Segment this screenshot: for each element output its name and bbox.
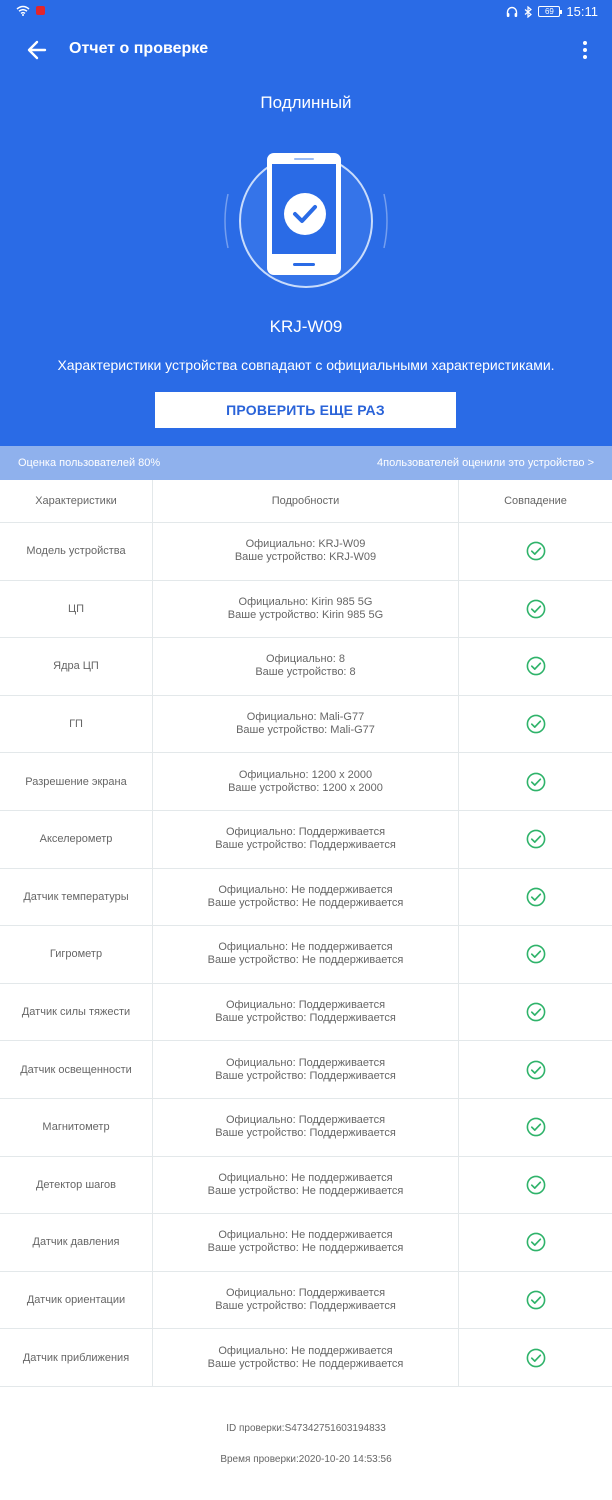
- official-value: Официально: Поддерживается: [225, 1287, 386, 1300]
- match-check-icon: [526, 1290, 546, 1310]
- hero-header: [0, 0, 612, 446]
- result-description: Характеристики устройства совпадают с официальными характеристиками.: [57, 357, 555, 373]
- status-bar: [0, 0, 612, 26]
- check-time: Время проверки:2020-10-20 14:53:56: [220, 1454, 392, 1465]
- match-cell: [459, 1157, 612, 1214]
- device-value: Ваше устройство: Поддерживается: [215, 1069, 396, 1082]
- verified-phone-icon: [222, 146, 390, 296]
- table-row: [0, 1099, 612, 1157]
- match-cell: [459, 1272, 612, 1329]
- authenticity-status: Подлинный: [260, 93, 352, 112]
- spec-name: Датчик силы тяжести: [0, 984, 153, 1041]
- device-value: Ваше устройство: 1200 x 2000: [228, 781, 383, 794]
- match-check-icon: [526, 1348, 546, 1368]
- match-check-icon: [526, 1175, 546, 1195]
- match-cell: [459, 1099, 612, 1156]
- official-value: Официально: 8: [266, 653, 345, 666]
- spec-details: [153, 1329, 459, 1386]
- column-header-spec: Характеристики: [0, 480, 153, 522]
- user-rating-bar: [0, 446, 612, 480]
- official-value: Официально: Не поддерживается: [218, 941, 393, 954]
- official-value: Официально: Поддерживается: [225, 1114, 386, 1127]
- match-check-icon: [526, 541, 546, 561]
- official-value: Официально: Не поддерживается: [218, 1344, 393, 1357]
- device-value: Ваше устройство: Поддерживается: [215, 839, 396, 852]
- table-header: [0, 480, 612, 523]
- official-value: Официально: 1200 x 2000: [238, 768, 373, 781]
- match-check-icon: [526, 599, 546, 619]
- table-row: [0, 984, 612, 1042]
- device-value: Ваше устройство: Не поддерживается: [207, 1242, 404, 1255]
- official-value: Официально: Не поддерживается: [218, 1229, 393, 1242]
- device-value: Ваше устройство: Не поддерживается: [207, 1357, 404, 1370]
- official-value: Официально: Поддерживается: [225, 999, 386, 1012]
- user-rating-score: Оценка пользователей 80%: [18, 457, 161, 469]
- device-value: Ваше устройство: Не поддерживается: [207, 954, 404, 967]
- spec-name: Датчик приближения: [0, 1329, 153, 1386]
- spec-details: [153, 523, 459, 580]
- device-value: Ваше устройство: Kirin 985 5G: [227, 608, 384, 621]
- table-row: [0, 869, 612, 927]
- spec-name: Гигрометр: [0, 926, 153, 983]
- match-cell: [459, 984, 612, 1041]
- device-value: Ваше устройство: Поддерживается: [215, 1127, 396, 1140]
- device-value: Ваше устройство: Не поддерживается: [207, 896, 404, 909]
- app-bar: [0, 26, 612, 74]
- spec-name: Датчик давления: [0, 1214, 153, 1271]
- status-bar-right: [506, 4, 598, 19]
- spec-name: Датчик ориентации: [0, 1272, 153, 1329]
- spec-table: [0, 480, 612, 1387]
- match-cell: [459, 696, 612, 753]
- match-cell: [459, 753, 612, 810]
- headphones-icon: [506, 6, 518, 18]
- spec-name: ЦП: [0, 581, 153, 638]
- table-row: [0, 1157, 612, 1215]
- match-cell: [459, 638, 612, 695]
- table-row: [0, 523, 612, 581]
- battery-icon: 69: [538, 6, 560, 17]
- device-value: Ваше устройство: Поддерживается: [215, 1300, 396, 1313]
- table-row: [0, 753, 612, 811]
- official-value: Официально: Поддерживается: [225, 1056, 386, 1069]
- more-vert-icon[interactable]: [578, 38, 592, 62]
- official-value: Официально: Mali-G77: [246, 711, 365, 724]
- status-bar-left: [16, 5, 45, 16]
- match-cell: [459, 1041, 612, 1098]
- match-check-icon: [526, 772, 546, 792]
- match-check-icon: [526, 1232, 546, 1252]
- official-value: Официально: KRJ-W09: [245, 538, 366, 551]
- match-check-icon: [526, 1060, 546, 1080]
- spec-name: Модель устройства: [0, 523, 153, 580]
- spec-details: [153, 581, 459, 638]
- spec-details: [153, 638, 459, 695]
- spec-details: [153, 1272, 459, 1329]
- spec-details: [153, 1157, 459, 1214]
- spec-details: [153, 984, 459, 1041]
- table-row: [0, 638, 612, 696]
- spec-details: [153, 1214, 459, 1271]
- spec-name: Магнитометр: [0, 1099, 153, 1156]
- match-check-icon: [526, 656, 546, 676]
- page-title: Отчет о проверке: [69, 40, 209, 57]
- device-value: Ваше устройство: KRJ-W09: [234, 551, 377, 564]
- match-cell: [459, 869, 612, 926]
- spec-details: [153, 753, 459, 810]
- official-value: Официально: Не поддерживается: [218, 1171, 393, 1184]
- match-check-icon: [526, 944, 546, 964]
- spec-details: [153, 869, 459, 926]
- device-value: Ваше устройство: Поддерживается: [215, 1012, 396, 1025]
- official-value: Официально: Не поддерживается: [218, 883, 393, 896]
- wifi-icon: [16, 5, 30, 16]
- match-check-icon: [526, 829, 546, 849]
- spec-name: ГП: [0, 696, 153, 753]
- match-cell: [459, 1214, 612, 1271]
- table-row: [0, 1329, 612, 1387]
- user-rating-link[interactable]: 4пользователей оценили это устройство >: [377, 457, 594, 469]
- table-row: [0, 1214, 612, 1272]
- status-time: 15:11: [566, 4, 598, 19]
- spec-name: Разрешение экрана: [0, 753, 153, 810]
- spec-name: Датчик температуры: [0, 869, 153, 926]
- spec-details: [153, 1041, 459, 1098]
- check-id: ID проверки:S47342751603194833: [226, 1423, 386, 1434]
- spec-name: Ядра ЦП: [0, 638, 153, 695]
- table-row: [0, 1272, 612, 1330]
- match-cell: [459, 811, 612, 868]
- match-cell: [459, 581, 612, 638]
- spec-details: [153, 696, 459, 753]
- table-row: [0, 1041, 612, 1099]
- spec-name: Детектор шагов: [0, 1157, 153, 1214]
- table-row: [0, 696, 612, 754]
- match-cell: [459, 1329, 612, 1386]
- notification-icon: [36, 6, 45, 15]
- official-value: Официально: Поддерживается: [225, 826, 386, 839]
- match-cell: [459, 523, 612, 580]
- spec-name: Датчик освещенности: [0, 1041, 153, 1098]
- bluetooth-icon: [524, 6, 532, 18]
- spec-name: Акселерометр: [0, 811, 153, 868]
- spec-details: [153, 811, 459, 868]
- spec-details: [153, 926, 459, 983]
- device-value: Ваше устройство: Не поддерживается: [207, 1184, 404, 1197]
- column-header-match: Совпадение: [504, 495, 567, 507]
- table-row: [0, 811, 612, 869]
- match-check-icon: [526, 1117, 546, 1137]
- column-header-details: Подробности: [153, 480, 459, 522]
- match-check-icon: [526, 1002, 546, 1022]
- device-value: Ваше устройство: 8: [255, 666, 356, 679]
- back-arrow-icon[interactable]: [22, 36, 52, 64]
- table-row: [0, 926, 612, 984]
- recheck-button[interactable]: ПРОВЕРИТЬ ЕЩЕ РАЗ: [155, 392, 456, 428]
- official-value: Официально: Kirin 985 5G: [238, 595, 373, 608]
- match-check-icon: [526, 887, 546, 907]
- match-cell: [459, 926, 612, 983]
- spec-details: [153, 1099, 459, 1156]
- match-check-icon: [526, 714, 546, 734]
- device-value: Ваше устройство: Mali-G77: [236, 724, 375, 737]
- table-row: [0, 581, 612, 639]
- device-model: KRJ-W09: [269, 317, 343, 336]
